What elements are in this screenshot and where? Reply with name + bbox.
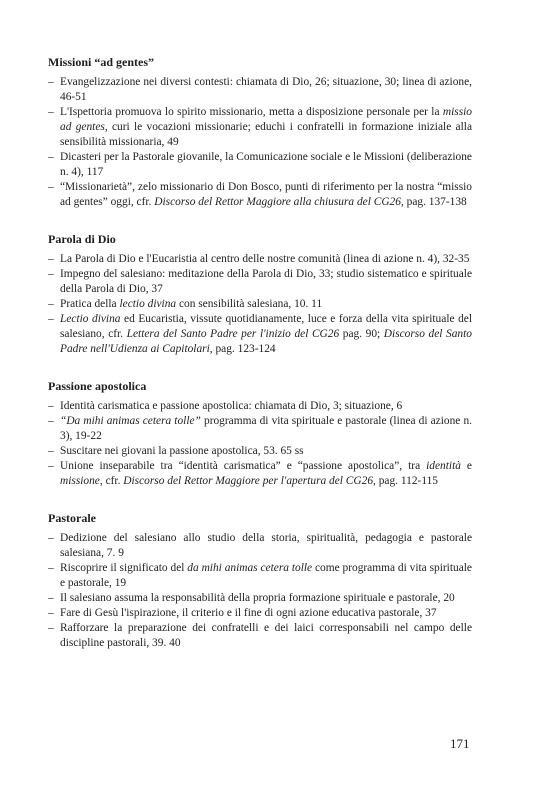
index-entry — [48, 252, 472, 267]
section-heading: Missioni “ad gentes” — [48, 55, 155, 69]
entry-text: Dicasteri per la Pastorale giovanile, la Comunicazione sociale e le Missioni (deliberazione n. 4), 117 — [60, 151, 472, 178]
entry-list — [48, 531, 472, 651]
entry-text: Identità carismatica e passione apostolica: chiamata di Dio, 3; situazione, 6 — [60, 400, 403, 412]
entry-text: Rafforzare la preparazione dei confratelli e dei laici corresponsabili nel campo delle discipline pastorali, 39. 40 — [60, 622, 472, 649]
index-entry — [48, 444, 472, 459]
entry-text-italic: missione — [60, 475, 100, 487]
entry-text: Suscitare nei giovani la passione apostolica, 53. 65 ss — [60, 445, 304, 457]
index-entry — [48, 75, 472, 105]
entry-text: e — [460, 460, 472, 472]
index-section — [48, 55, 472, 210]
index-section — [48, 232, 472, 357]
entry-text-italic: Lectio divina — [60, 313, 121, 325]
entry-text-italic: da mihi animas cetera tolle — [187, 562, 313, 574]
entry-text: , curi le vocazioni missionarie; educhi i confratelli in formazione iniziale alla sensibilità missionaria, 49 — [60, 121, 472, 148]
entry-text-italic: Discorso del Rettor Maggiore alla chiusura del CG26 — [154, 196, 401, 208]
entry-text: “Missionarietà”, zelo missionario di Don Bosco, punti di riferimento per la nostra “missio ad gentes” oggi, cfr. — [60, 181, 472, 208]
index-entry — [48, 267, 472, 297]
entry-text: Fare di Gesù l'ispirazione, il criterio e il fine di ogni azione educativa pastorale, 37 — [60, 607, 437, 619]
index-entry — [48, 621, 472, 651]
page-number: 171 — [450, 736, 470, 751]
index-entry — [48, 606, 472, 621]
entry-text: , cfr. — [99, 475, 124, 487]
entry-text-italic: lectio divina — [119, 298, 177, 310]
entry-list — [48, 399, 472, 489]
entry-text-italic: Discorso del Santo Padre nell'Udienza ai Capitolari — [60, 328, 472, 355]
entry-text: Dedizione del salesiano allo studio della storia, spiritualità, pedagogia e pastorale salesiana, 7. 9 — [60, 532, 472, 559]
index-section — [48, 511, 472, 651]
entry-text: ed Eucaristia, vissute quotidianamente, luce e forza della vita spirituale del salesiano, cfr. — [60, 313, 472, 340]
index-entry — [48, 399, 472, 414]
index-entry — [48, 459, 472, 489]
index-entry — [48, 105, 472, 150]
index-entry — [48, 531, 472, 561]
entry-text: con sensibilità salesiana, 10. 11 — [176, 298, 323, 310]
entry-text: programma di vita spirituale e pastorale (linea di azione n. 3), 19-22 — [60, 415, 472, 442]
index-entry — [48, 297, 472, 312]
entry-text: , pag. 112-115 — [373, 475, 438, 487]
entry-text: Unione inseparabile tra “identità carismatica” e “passione apostolica”, tra — [60, 460, 427, 472]
entry-text-italic: “Da mihi animas cetera tolle” — [60, 415, 201, 427]
index-content — [48, 55, 472, 673]
section-heading: Parola di Dio — [48, 232, 116, 246]
index-entry — [48, 180, 472, 210]
section-heading: Pastorale — [48, 511, 96, 525]
entry-text: , pag. 137-138 — [400, 196, 467, 208]
entry-text: Il salesiano assuma la responsabilità della propria formazione spirituale e pastorale, 20 — [60, 592, 455, 604]
entry-text: , pag. 123-124 — [209, 343, 276, 355]
entry-text-italic: Discorso del Rettor Maggiore per l'apertura del CG26 — [123, 475, 374, 487]
index-entry — [48, 414, 472, 444]
entry-list — [48, 252, 472, 357]
entry-text: come programma di vita spirituale e pastorale, 19 — [60, 562, 472, 589]
entry-text: Riscoprire il significato del — [60, 562, 188, 574]
entry-text-italic: Lettera del Santo Padre per l'inizio del CG26 — [126, 328, 340, 340]
entry-text: La Parola di Dio e l'Eucaristia al centro delle nostre comunità (linea di azione n. 4), 32-35 — [60, 253, 470, 265]
index-entry — [48, 591, 472, 606]
entry-text: Impegno del salesiano: meditazione della Parola di Dio, 33; studio sistematico e spirituale della Parola di Dio, 37 — [60, 268, 472, 295]
index-entry — [48, 312, 472, 357]
entry-text: pag. 90; — [339, 328, 384, 340]
entry-text-italic: missio ad gentes — [60, 106, 472, 133]
index-entry — [48, 561, 472, 591]
entry-text: Pratica della — [60, 298, 120, 310]
entry-text-italic: identità — [426, 460, 461, 472]
index-entry — [48, 150, 472, 180]
entry-list — [48, 75, 472, 210]
section-heading: Passione apostolica — [48, 379, 147, 393]
entry-text: L'Ispettoria promuova lo spirito missionario, metta a disposizione personale per la — [60, 106, 443, 118]
index-section — [48, 379, 472, 489]
entry-text: Evangelizzazione nei diversi contesti: chiamata di Dio, 26; situazione, 30; linea di azione, 46-51 — [60, 76, 472, 103]
